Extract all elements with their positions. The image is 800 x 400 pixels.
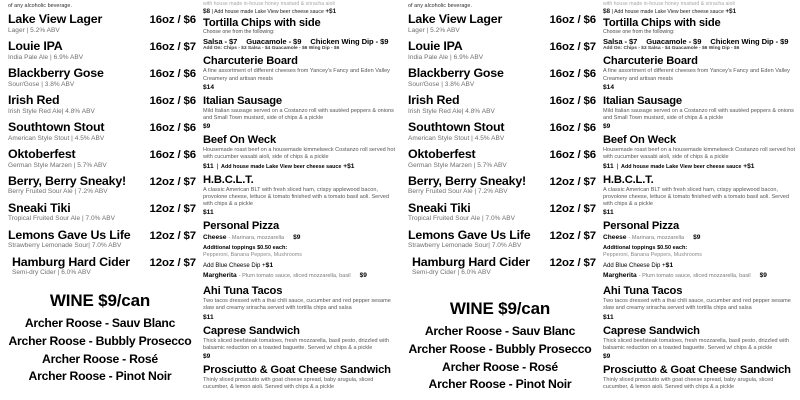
- beer-item: [8, 121, 196, 142]
- pizza-name: Margherita: [203, 271, 237, 279]
- beer-description: Sour/Gose | 3.8% ABV: [408, 80, 475, 88]
- beer-description: Lager | 5.2% ABV: [408, 27, 460, 34]
- beer-price: 12oz / $7: [549, 175, 596, 188]
- drinks-column: [0, 0, 200, 400]
- beer-description: Strawberry Lemonade Sour| 7.0% ABV: [8, 242, 122, 250]
- food-item-tortilla-chips: [203, 17, 396, 53]
- food-item-hbclt: [603, 174, 796, 217]
- beer-price: 16oz / $7: [549, 41, 596, 54]
- food-column: [200, 0, 400, 400]
- food-description: A fine assortment of different cheeses from Yancey's Fancy and Eden Valley Creamery and artisan meats: [603, 68, 790, 82]
- beer-price: 16oz / $6: [149, 122, 196, 135]
- beer-price: 16oz / $7: [149, 41, 196, 54]
- food-price: $11: [203, 162, 214, 170]
- food-name: Ahi Tuna Tacos: [603, 285, 683, 298]
- food-price-row: [603, 163, 796, 171]
- wine-item: Archer Roose - Pinot Noir: [428, 377, 572, 392]
- food-name: Personal Pizza: [603, 220, 679, 233]
- food-item-charcuterie-board: [203, 55, 396, 91]
- alcohol-disclaimer: of any alcoholic beverage.: [408, 3, 473, 9]
- beer-price: 16oz / $6: [549, 95, 596, 108]
- food-description: Thick sliced beefsteak tomatoes, fresh mozzarella, basil pesto, drizzled with balsamic reduction on a toasted baguette. Served w/ chips & a pickle: [603, 337, 790, 351]
- toppings-list: Pepperoni, Banana Peppers, Mushrooms: [203, 252, 302, 259]
- beer-description: India Pale Ale | 6.9% ABV: [8, 53, 84, 61]
- wine-section: [404, 299, 596, 394]
- menu-page-right: [400, 0, 800, 400]
- beer-name: Lake View Lager: [408, 12, 503, 27]
- chips-option: Salsa - $7: [603, 36, 638, 46]
- wine-item: Archer Roose - Rosé: [442, 359, 558, 374]
- food-price: $8: [203, 7, 211, 15]
- separator: |: [611, 8, 613, 15]
- food-column: [600, 0, 800, 400]
- beer-item: [8, 175, 196, 196]
- food-item-prosciutto-goat-cheese: [603, 364, 796, 391]
- food-description: Two tacos dressed with a thai chili sauce, cucumber and red pepper sesame slaw and creamy sriracha served with tortilla chips and salsa: [203, 298, 391, 312]
- beer-name: Irish Red: [408, 93, 460, 108]
- addon-label: Add house made Lake View beer cheese sauce: [221, 163, 342, 170]
- food-price: $11: [603, 162, 614, 170]
- food-item-charcuterie-board: [603, 55, 796, 91]
- food-price: $9: [603, 353, 611, 361]
- food-description: Two tacos dressed with a thai chili sauce, cucumber and red pepper sesame slaw and creamy sriracha served with tortilla chips and salsa: [603, 298, 791, 312]
- food-price: $11: [203, 209, 214, 217]
- chips-options: [203, 37, 396, 46]
- wine-section-title: WINE $9/can: [449, 298, 551, 318]
- beer-description: American Style Stout | 4.5% ABV: [408, 134, 505, 142]
- separator: |: [216, 162, 219, 170]
- food-name: Caprese Sandwich: [203, 324, 300, 337]
- food-price: $11: [603, 209, 614, 217]
- beer-price: 12oz / $7: [149, 256, 196, 269]
- beer-description: German Style Marzen | 5.7% ABV: [8, 161, 107, 169]
- beer-name: Hamburg Hard Cider: [412, 254, 530, 269]
- food-list: [203, 17, 396, 392]
- beer-name: Sneaki Tiki: [408, 200, 471, 215]
- beer-item: [408, 229, 596, 250]
- food-description: A classic American BLT with fresh sliced ham, crispy applewood bacon, provolone cheese, lettuce & tomato finished with a tomato basil aoli. Served with chips & a pickle: [203, 186, 390, 208]
- beer-price: 12oz / $7: [149, 202, 196, 215]
- cut-off-line: with house made in-house honey mustard & sriracha aioli: [603, 1, 735, 7]
- food-description: Housemade roast beef on a housemade kimmelweck Costanzo roll served hot with cucumber wasabi aioli, side of chips & a pickle: [603, 147, 796, 161]
- food-item-caprese-sandwich: [203, 325, 396, 361]
- pizza-name: Margherita: [603, 271, 637, 279]
- food-item-personal-pizza: [203, 220, 396, 280]
- pizza-name: Cheese: [203, 234, 227, 242]
- beer-name: Lemons Gave Us Life: [8, 227, 131, 242]
- food-name: Beef On Weck: [203, 134, 277, 147]
- beer-item: [8, 40, 196, 61]
- beer-price: 12oz / $7: [549, 202, 596, 215]
- beer-description: American Style Stout | 4.5% ABV: [8, 134, 105, 142]
- separator: |: [211, 8, 213, 15]
- food-name: H.B.C.L.T.: [603, 173, 654, 186]
- food-price: $14: [203, 83, 215, 91]
- beer-name: Hamburg Hard Cider: [12, 254, 130, 269]
- addon-price: +$1: [743, 162, 755, 170]
- food-item-prosciutto-goat-cheese: [203, 364, 396, 391]
- dip-label: Add Blue Cheese Dip +: [603, 262, 666, 269]
- beer-name: Lake View Lager: [8, 12, 103, 27]
- food-name: Personal Pizza: [203, 220, 279, 233]
- beer-name: Southtown Stout: [8, 120, 105, 135]
- food-item-hbclt: [203, 174, 396, 217]
- beer-name: Lemons Gave Us Life: [408, 227, 531, 242]
- blue-cheese-dip-row: [203, 262, 396, 270]
- food-name: Tortilla Chips with side: [603, 16, 721, 29]
- food-item-italian-sausage: [603, 95, 796, 131]
- pizza-margherita-row: [603, 272, 796, 281]
- chips-option: Guacamole - $9: [246, 36, 302, 46]
- pizza-cheese-row: [203, 234, 396, 243]
- beer-price: 16oz / $6: [549, 149, 596, 162]
- drinks-column: [400, 0, 600, 400]
- pretzel-addon-note: [603, 0, 796, 16]
- beer-description: Semi-dry Cider | 6.0% ABV: [412, 269, 491, 277]
- beer-description: Irish Style Red Ale| 4.8% ABV: [408, 107, 495, 115]
- food-name: Beef On Weck: [603, 134, 677, 147]
- food-price: $9: [203, 123, 211, 131]
- toppings-label: Additional toppings $0.50 each:: [603, 245, 688, 252]
- chips-addons: Add On: Chips - $3 Salsa - $4 Guacamole - $6 Wing Dip - $6: [203, 46, 340, 52]
- chips-option: Guacamole - $9: [646, 36, 702, 46]
- beer-item: [8, 229, 196, 250]
- beer-item: [408, 148, 596, 169]
- chips-addons: Add On: Chips - $3 Salsa - $4 Guacamole - $6 Wing Dip - $6: [603, 46, 740, 52]
- beer-price: 16oz / $6: [149, 68, 196, 81]
- toppings-list: Pepperoni, Banana Peppers, Mushrooms: [603, 252, 702, 259]
- beer-name: Louie IPA: [8, 39, 63, 54]
- food-item-caprese-sandwich: [603, 325, 796, 361]
- beer-name: Irish Red: [8, 93, 60, 108]
- food-item-ahi-tuna-tacos: [603, 285, 796, 321]
- pizza-description: - Marinara, mozzarella: [628, 235, 685, 242]
- beer-item: [8, 67, 196, 88]
- beer-price: 16oz / $6: [549, 14, 596, 27]
- beer-description: Tropical Fruited Sour Ale | 7.0% ABV: [408, 215, 516, 223]
- wine-item: Archer Roose - Pinot Noir: [28, 369, 172, 384]
- pizza-cheese-row: [603, 234, 796, 243]
- food-price: $9: [203, 353, 211, 361]
- beer-item: [408, 175, 596, 196]
- food-name: H.B.C.L.T.: [203, 173, 254, 186]
- beer-name: Blackberry Gose: [408, 66, 504, 81]
- beer-price: 16oz / $6: [149, 149, 196, 162]
- beer-description: Semi-dry Cider | 6.0% ABV: [12, 269, 91, 277]
- food-item-ahi-tuna-tacos: [203, 285, 396, 321]
- food-description: Thinly sliced prosciutto with goat cheese spread, baby arugula, sliced cucumber, & lemon aioli. Served with chips & a pickle: [203, 377, 374, 391]
- food-name: Ahi Tuna Tacos: [203, 285, 283, 298]
- addon-label: Add house made Lake View beer cheese sauce: [621, 163, 742, 170]
- food-item-personal-pizza: [603, 220, 796, 280]
- beer-item: [8, 256, 196, 277]
- beer-name: Oktoberfest: [408, 147, 476, 162]
- food-price: $11: [603, 313, 614, 321]
- beer-name: Southtown Stout: [408, 120, 505, 135]
- beer-name: Oktoberfest: [8, 147, 76, 162]
- pizza-price: $9: [359, 271, 367, 279]
- beer-item: [8, 202, 196, 223]
- food-name: Charcuterie Board: [603, 55, 698, 68]
- choose-instruction: Choose one from the following:: [203, 29, 275, 36]
- beer-item: [8, 13, 196, 34]
- wine-section: [4, 291, 196, 386]
- pizza-description: - Marinara, mozzarella: [228, 235, 285, 242]
- food-description: Mild Italian sausage served on a Costanzo roll with sautéed peppers & onions and Small Town mustard, side of chips & a pickle: [203, 107, 394, 121]
- choose-instruction: Choose one from the following:: [603, 29, 675, 36]
- beer-name: Louie IPA: [408, 39, 463, 54]
- beer-name: Berry, Berry Sneaky!: [8, 173, 126, 188]
- chips-option: Chicken Wing Dip - $9: [310, 36, 389, 46]
- food-name: Charcuterie Board: [203, 55, 298, 68]
- beer-item: [8, 94, 196, 115]
- food-list: [603, 17, 796, 392]
- wine-section-title: WINE $9/can: [49, 290, 151, 310]
- wine-item: Archer Roose - Bubbly Prosecco: [408, 341, 592, 356]
- food-price: $9: [603, 123, 611, 131]
- chips-option: Chicken Wing Dip - $9: [710, 36, 789, 46]
- food-description: A classic American BLT with fresh sliced ham, crispy applewood bacon, provolone cheese, lettuce & tomato finished with a tomato basil aoli. Served with chips & a pickle: [603, 186, 790, 208]
- chips-options: [603, 37, 796, 46]
- beer-price: 16oz / $6: [149, 14, 196, 27]
- beer-price: 12oz / $7: [549, 229, 596, 242]
- beer-name: Sneaki Tiki: [8, 200, 71, 215]
- beer-description: Tropical Fruited Sour Ale | 7.0% ABV: [8, 215, 116, 223]
- beer-description: Berry Fruited Sour Ale | 7.2% ABV: [8, 188, 108, 196]
- pizza-margherita-row: [203, 272, 396, 281]
- food-item-beef-on-weck: [603, 134, 796, 170]
- wine-item: Archer Roose - Bubbly Prosecco: [8, 333, 192, 348]
- food-name: Caprese Sandwich: [603, 324, 700, 337]
- beer-description: Strawberry Lemonade Sour| 7.0% ABV: [408, 242, 522, 250]
- food-description: A fine assortment of different cheeses from Yancey's Fancy and Eden Valley Creamery and artisan meats: [203, 68, 390, 82]
- wine-item: Archer Roose - Rosé: [42, 351, 158, 366]
- beer-item: [408, 67, 596, 88]
- chips-option: Salsa - $7: [203, 36, 238, 46]
- food-name: Italian Sausage: [203, 94, 282, 107]
- beer-description: Berry Fruited Sour Ale | 7.2% ABV: [408, 188, 508, 196]
- beer-item: [408, 13, 596, 34]
- addon-label: Add house made Lake View beer cheese sauce: [214, 8, 324, 15]
- pizza-price: $9: [693, 234, 701, 242]
- separator: |: [616, 162, 619, 170]
- wine-item: Archer Roose - Sauv Blanc: [24, 315, 176, 330]
- dip-price: $1: [665, 261, 674, 269]
- food-name: Italian Sausage: [603, 94, 682, 107]
- beer-description: Sour/Gose | 3.8% ABV: [8, 80, 75, 88]
- food-description: Thick sliced beefsteak tomatoes, fresh mozzarella, basil pesto, drizzled with balsamic reduction on a toasted baguette. Served w/ chips & a pickle: [203, 337, 390, 351]
- food-price: $8: [603, 7, 611, 15]
- addon-price: +$1: [343, 162, 355, 170]
- food-description: Mild Italian sausage served on a Costanzo roll with sautéed peppers & onions and Small Town mustard, side of chips & a pickle: [603, 107, 794, 121]
- beer-list: [404, 13, 596, 276]
- beer-item: [408, 256, 596, 277]
- food-name: Prosciutto & Goat Cheese Sandwich: [203, 364, 391, 377]
- addon-label: Add house made Lake View beer cheese sauce: [614, 8, 724, 15]
- food-description: Thinly sliced prosciutto with goat cheese spread, baby arugula, sliced cucumber, & lemon aioli. Served with chips & a pickle: [603, 377, 774, 391]
- beer-description: German Style Marzen | 5.7% ABV: [408, 161, 507, 169]
- food-price-row: [203, 163, 396, 171]
- beer-price: 16oz / $6: [549, 122, 596, 135]
- beer-price: 16oz / $6: [149, 95, 196, 108]
- beer-item: [408, 121, 596, 142]
- beer-description: Lager | 5.2% ABV: [8, 27, 60, 34]
- pizza-description: - Plum tomato sauce, sliced mozzarella, basil: [238, 272, 351, 279]
- pizza-name: Cheese: [603, 234, 627, 242]
- beer-name: Blackberry Gose: [8, 66, 104, 81]
- beer-item: [8, 148, 196, 169]
- food-description: Housemade roast beef on a housemade kimmelweck Costanzo roll served hot with cucumber wasabi aioli, side of chips & a pickle: [203, 147, 396, 161]
- food-name: Prosciutto & Goat Cheese Sandwich: [603, 364, 791, 377]
- beer-item: [408, 202, 596, 223]
- pizza-price: $9: [293, 234, 301, 242]
- food-item-italian-sausage: [203, 95, 396, 131]
- beer-description: India Pale Ale | 6.9% ABV: [408, 53, 484, 61]
- cut-off-line: with house made in-house honey mustard & sriracha aioli: [203, 1, 335, 7]
- beer-list: [4, 13, 196, 276]
- alcohol-disclaimer: of any alcoholic beverage.: [8, 3, 73, 9]
- pretzel-addon-note: [203, 0, 396, 16]
- food-name: Tortilla Chips with side: [203, 16, 321, 29]
- addon-price: +$1: [725, 7, 737, 15]
- beer-item: [408, 40, 596, 61]
- dip-price: $1: [265, 261, 274, 269]
- pizza-description: - Plum tomato sauce, sliced mozzarella, basil: [638, 272, 751, 279]
- pizza-price: $9: [759, 271, 767, 279]
- toppings-label: Additional toppings $0.50 each:: [203, 245, 288, 252]
- food-item-beef-on-weck: [203, 134, 396, 170]
- beer-price: 16oz / $6: [549, 68, 596, 81]
- beer-price: 12oz / $7: [149, 229, 196, 242]
- beer-name: Berry, Berry Sneaky!: [408, 173, 526, 188]
- food-item-tortilla-chips: [603, 17, 796, 53]
- beer-item: [408, 94, 596, 115]
- beer-price: 12oz / $7: [149, 175, 196, 188]
- dip-label: Add Blue Cheese Dip +: [203, 262, 266, 269]
- food-price: $11: [203, 313, 214, 321]
- blue-cheese-dip-row: [603, 262, 796, 270]
- beer-price: 12oz / $7: [549, 256, 596, 269]
- wine-item: Archer Roose - Sauv Blanc: [424, 323, 576, 338]
- food-price: $14: [603, 83, 615, 91]
- beer-description: Irish Style Red Ale| 4.8% ABV: [8, 107, 95, 115]
- addon-price: +$1: [325, 7, 337, 15]
